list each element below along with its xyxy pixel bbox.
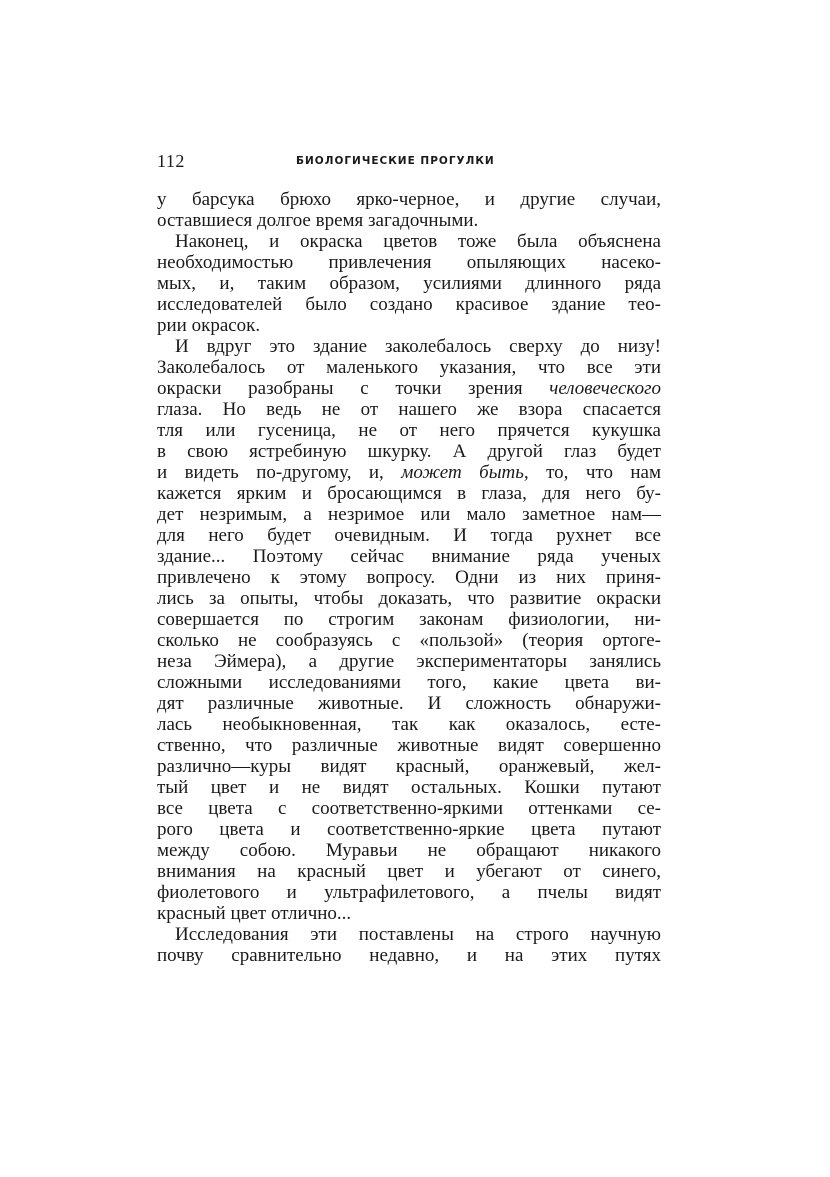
text-line: все цвета с соответственно-яркими оттенками се- [157, 798, 661, 819]
text-line: глаза. Но ведь не от нашего же взора спасается [157, 399, 661, 420]
text-line: И вдруг это здание заколебалось сверху до низу! [175, 336, 661, 357]
text-line: дет незримым, а незримое или мало заметное нам— [157, 504, 661, 525]
text-line: кажется ярким и бросающимся в глаза, для него бу- [157, 483, 661, 504]
page-number: 112 [157, 151, 185, 171]
text-line: привлечено к этому вопросу. Одни из них приня- [157, 567, 661, 588]
text-fragment: то, что нам [546, 462, 661, 483]
text-line: оставшиеся долгое время загадочными. [157, 210, 479, 231]
text-line: дят различные животные. И сложность обнаружи- [157, 693, 661, 714]
text-line: Исследования эти поставлены на строго научную [175, 924, 661, 945]
text-line: исследователей было создано красивое здание тео- [157, 294, 661, 315]
text-line: необходимостью привлечения опыляющих насеко- [157, 252, 661, 273]
text-line: сколько не сообразуясь с «пользой» (теория ортоге- [157, 630, 661, 651]
body-text [157, 189, 661, 966]
text-line: Наконец, и окраска цветов тоже была объяснена [175, 231, 661, 252]
text-line: ственно, что различные животные видят совершенно [157, 735, 661, 756]
text-line: фиолетового и ультрафилетового, а пчелы видят [157, 882, 661, 903]
text-line: мых, и, таким образом, усилиями длинного ряда [157, 273, 661, 294]
text-line: для него будет очевидным. И тогда рухнет все [157, 525, 661, 546]
text-line: почву сравнительно недавно, и на этих путях [157, 945, 661, 966]
book-title: БИОЛОГИЧЕСКИЕ ПРОГУЛКИ [296, 155, 495, 167]
text-line: сложными исследованиями того, какие цвета ви- [157, 672, 661, 693]
text-line: в свою ястребиную шкурку. А другой глаз будет [157, 441, 661, 462]
text-line: рого цвета и соответственно-яркие цвета путают [157, 819, 661, 840]
text-fragment: и видеть по-другому, и, [157, 462, 384, 483]
text-line: рии окрасок. [157, 315, 261, 336]
text-line: Заколебалось от маленького указания, что все эти [157, 357, 661, 378]
text-line: красный цвет отлично... [157, 903, 352, 924]
text-line: тый цвет и не видят остальных. Кошки путают [157, 777, 661, 798]
italic-text: человеческого [549, 378, 661, 399]
text-line: неза Эймера), а другие экспериментаторы занялись [157, 651, 661, 672]
text-line: здание... Поэтому сейчас внимание ряда ученых [157, 546, 661, 567]
text-line: совершается по строгим законам физиологии, ни- [157, 609, 661, 630]
text-line: внимания на красный цвет и убегают от синего, [157, 861, 661, 882]
text-line: лась необыкновенная, так как оказалось, есте- [157, 714, 661, 735]
text-fragment: окраски разобраны с точки зрения [157, 378, 523, 399]
text-line: между собою. Муравьи не обращают никакого [157, 840, 661, 861]
text-line: тля или гусеница, не от него прячется кукушка [157, 420, 661, 441]
italic-text: может быть, [401, 462, 529, 483]
text-line: различно—куры видят красный, оранжевый, жел- [157, 756, 661, 777]
running-head [157, 150, 661, 174]
text-line [157, 378, 661, 399]
text-line: лись за опыты, чтобы доказать, что развитие окраски [157, 588, 661, 609]
text-line: у барсука брюхо ярко-черное, и другие случаи, [157, 189, 661, 210]
text-line [157, 462, 661, 483]
